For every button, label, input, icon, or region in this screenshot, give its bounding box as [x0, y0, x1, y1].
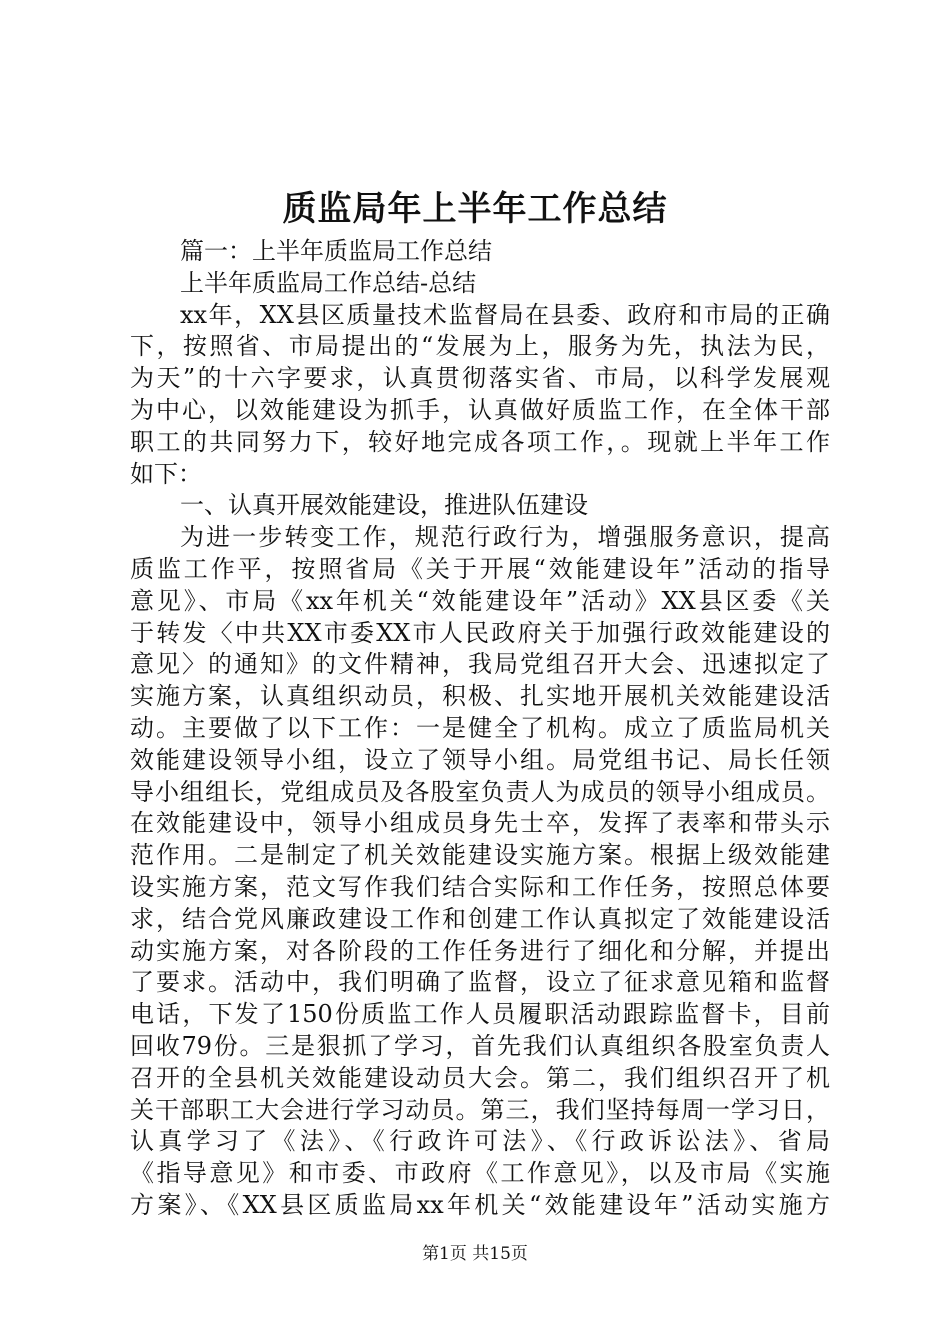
text-line: 于转发〈中共XX市委XX市人民政府关于加强行政效能建设的: [130, 618, 830, 647]
text-line: 关干部职工大会进行学习动员。第三，我们坚持每周一学习日，: [130, 1095, 830, 1124]
text-line: 一、认真开展效能建设，推进队伍建设: [180, 491, 588, 520]
text-line: 实施方案，认真组织动员，积极、扎实地开展机关效能建设活: [130, 682, 830, 711]
text-line: 求，结合党风廉政建设工作和创建工作认真拟定了效能建设活: [130, 904, 830, 933]
text-line: 在效能建设中，领导小组成员身先士卒，发挥了表率和带头示: [130, 809, 830, 838]
text-line: 职工的共同努力下，较好地完成各项工作，。现就上半年工作: [130, 427, 830, 456]
text-line: 召开的全县机关效能建设动员大会。第二，我们组织召开了机: [130, 1063, 830, 1092]
text-line: 为中心，以效能建设为抓手，认真做好质监工作，在全体干部: [130, 395, 830, 424]
text-line: 动实施方案，对各阶段的工作任务进行了细化和分解，并提出: [130, 936, 830, 965]
text-line: 动。主要做了以下工作：一是健全了机构。成立了质监局机关: [130, 713, 830, 742]
text-line: 如下：: [130, 459, 202, 488]
text-line: 回收79份。三是狠抓了学习，首先我们认真组织各股室负责人: [130, 1031, 830, 1060]
page-footer: 第1页 共15页: [422, 1244, 528, 1264]
document-title: 质监局年上半年工作总结: [282, 189, 668, 229]
text-line: 效能建设领导小组，设立了领导小组。局党组书记、局长任领: [130, 745, 830, 774]
document-body: [130, 236, 830, 1222]
text-line: 《指导意见》和市委、市政府《工作意见》，以及市局《实施: [130, 1159, 830, 1188]
text-line: 导小组组长，党组成员及各股室负责人为成员的领导小组成员。: [130, 777, 830, 806]
text-line: 为天”的十六字要求，认真贯彻落实省、市局，以科学发展观: [130, 364, 830, 393]
text-line: 电话，下发了150份质监工作人员履职活动跟踪监督卡，目前: [130, 1000, 830, 1029]
text-line: 意见》、市局《xx年机关“效能建设年”活动》XX县区委《关: [130, 586, 830, 615]
text-line: 质监工作平，按照省局《关于开展“效能建设年”活动的指导: [130, 554, 830, 583]
text-line: 为进一步转变工作，规范行政行为，增强服务意识，提高: [180, 523, 830, 552]
text-line: 意见〉的通知》的文件精神，我局党组召开大会、迅速拟定了: [130, 650, 830, 679]
text-line: 篇一：上半年质监局工作总结: [180, 237, 492, 265]
text-line: 上半年质监局工作总结-总结: [180, 268, 477, 297]
text-line: 范作用。二是制定了机关效能建设实施方案。根据上级效能建: [130, 841, 830, 870]
text-line: 了要求。活动中，我们明确了监督，设立了征求意见箱和监督: [130, 968, 830, 997]
text-line: 设实施方案，范文写作我们结合实际和工作任务，按照总体要: [130, 872, 830, 901]
text-line: xx年，XX县区质量技术监督局在县委、政府和市局的正确: [180, 300, 830, 329]
text-line: 认真学习了《法》、《行政许可法》、《行政诉讼法》、省局: [130, 1127, 830, 1156]
text-line: 下，按照省、市局提出的“发展为上，服务为先，执法为民，: [130, 332, 830, 361]
text-line: 方案》、《XX县区质监局xx年机关“效能建设年”活动实施方: [130, 1190, 830, 1219]
